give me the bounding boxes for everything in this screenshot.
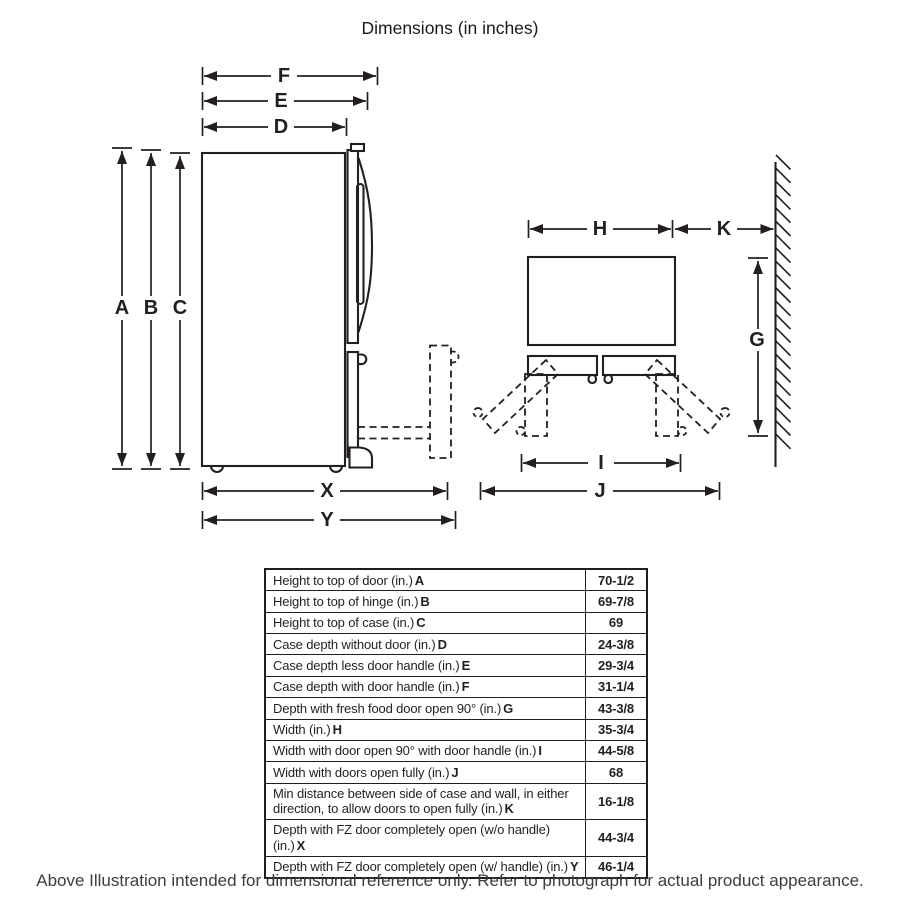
dim-value: 69 [586, 612, 648, 633]
dim-label-y: Y [320, 509, 334, 531]
doors-open-fully-dashed [474, 360, 730, 433]
page-title: Dimensions (in inches) [361, 18, 539, 38]
dim-j [481, 480, 720, 502]
dim-i [522, 452, 681, 474]
fresh-food-door [348, 144, 373, 343]
dim-value: 35-3/4 [586, 719, 648, 740]
dim-desc: Case depth with door handle (in.) F [265, 676, 586, 697]
dim-a [111, 148, 133, 469]
dim-b [140, 150, 162, 469]
dim-h [529, 218, 673, 240]
dim-value: 68 [586, 762, 648, 783]
freezer-handle [358, 355, 366, 365]
dimensions-table [264, 568, 648, 879]
doors-closed [528, 356, 675, 383]
dim-x [203, 480, 448, 502]
case-side [202, 153, 345, 472]
footer-note: Above Illustration intended for dimensional reference only. Refer to photograph for actual product appearance. [36, 871, 864, 890]
dim-label-b: B [143, 297, 159, 319]
dim-desc: Case depth without door (in.) D [265, 634, 586, 655]
dim-e [203, 90, 368, 112]
freezer-handle-dashed [451, 352, 459, 363]
left-door [528, 356, 597, 375]
dim-value: 29-3/4 [586, 655, 648, 676]
dim-desc: Min distance between side of case and wall, in either direction, to allow doors to open fully (in.) K [265, 783, 586, 819]
dim-value: 31-1/4 [586, 676, 648, 697]
dim-value: 46-1/4 [586, 856, 648, 878]
dim-desc: Width with doors open fully (in.) J [265, 762, 586, 783]
dim-value: 24-3/8 [586, 634, 648, 655]
dim-label-a: A [114, 297, 130, 319]
dim-value: 16-1/8 [586, 783, 648, 819]
left-full-handle [474, 408, 483, 417]
dim-c [169, 153, 191, 469]
dim-desc: Case depth less door handle (in.) E [265, 655, 586, 676]
left-open-handle [517, 427, 526, 435]
dim-label-j: J [594, 480, 606, 502]
dim-label-c: C [172, 297, 188, 319]
dim-value: 69-7/8 [586, 591, 648, 612]
table-row [265, 569, 647, 591]
table-row [265, 783, 647, 819]
dim-label-f: F [277, 65, 291, 87]
dim-desc: Width with door open 90° with door handle (in.) I [265, 740, 586, 761]
dim-desc: Height to top of hinge (in.) B [265, 591, 586, 612]
door-handle-grip [357, 184, 364, 304]
door-foot [350, 448, 373, 468]
table-row [265, 762, 647, 783]
case-top [528, 257, 675, 345]
wall [776, 155, 791, 467]
dim-label-x: X [320, 480, 334, 502]
dim-f [203, 65, 378, 87]
dim-desc: Depth with FZ door completely open (w/ handle) (in.) Y [265, 856, 586, 878]
freezer-door-open-dashed [358, 346, 459, 459]
dim-label-d: D [273, 116, 289, 138]
dim-value: 70-1/2 [586, 569, 648, 591]
left-door-handle [589, 375, 597, 383]
table-row [265, 612, 647, 633]
right-door-handle [605, 375, 613, 383]
hinge-top [351, 144, 364, 151]
dim-desc: Height to top of case (in.) C [265, 612, 586, 633]
table-row [265, 591, 647, 612]
dim-label-i: I [598, 452, 604, 474]
dim-label-h: H [592, 218, 608, 240]
dim-label-k: K [716, 218, 732, 240]
table-row [265, 719, 647, 740]
wall-hatching [776, 155, 791, 449]
table-row [265, 634, 647, 655]
dim-value: 44-3/4 [586, 819, 648, 856]
side-view [111, 65, 459, 531]
dimension-diagram [0, 50, 900, 550]
dim-g [745, 258, 770, 436]
table-row [265, 698, 647, 719]
dim-label-g: G [749, 329, 765, 351]
dim-desc: Depth with fresh food door open 90° (in.) G [265, 698, 586, 719]
dim-k [675, 218, 774, 240]
right-open-handle [678, 427, 687, 435]
dim-desc: Height to top of door (in.) A [265, 569, 586, 591]
dim-value: 43-3/8 [586, 698, 648, 719]
right-full-handle [721, 408, 730, 417]
dim-value: 44-5/8 [586, 740, 648, 761]
dim-d [203, 116, 347, 138]
table-row [265, 819, 647, 856]
table-row [265, 676, 647, 697]
top-view [474, 155, 791, 502]
doors-open-90-dashed [517, 374, 687, 436]
dim-label-e: E [274, 90, 288, 112]
freezer-door [348, 352, 373, 468]
dim-y [203, 509, 456, 531]
dim-desc: Width (in.) H [265, 719, 586, 740]
table-row [265, 740, 647, 761]
right-door [603, 356, 675, 375]
dim-desc: Depth with FZ door completely open (w/o handle) (in.) X [265, 819, 586, 856]
table-row [265, 655, 647, 676]
